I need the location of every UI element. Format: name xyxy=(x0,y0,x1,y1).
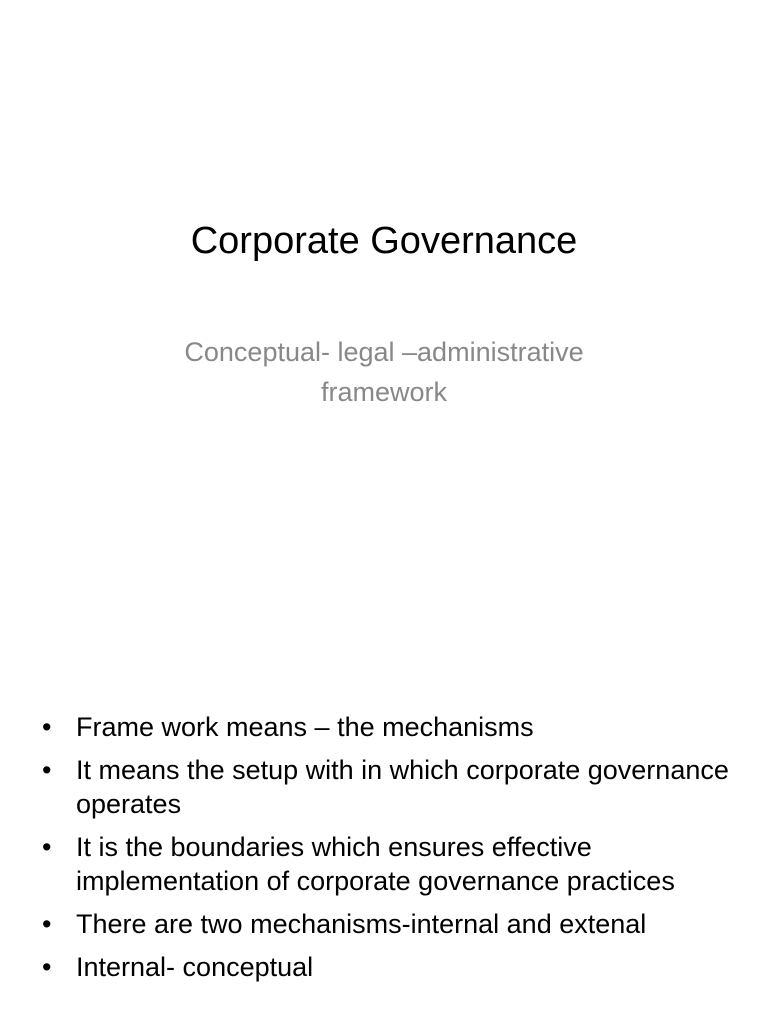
bullet-icon: • xyxy=(42,952,52,982)
bullet-text: Frame work means – the mechanisms xyxy=(76,712,534,742)
bullet-text: It means the setup with in which corporate governance operates xyxy=(76,755,729,819)
bullet-text: Internal- conceptual xyxy=(76,952,314,982)
subtitle-line: framework xyxy=(320,377,448,407)
bullet-icon: • xyxy=(42,755,52,785)
subtitle-line: Conceptual- legal –administrative xyxy=(184,337,584,367)
bullet-list xyxy=(42,710,742,993)
content-slide xyxy=(0,512,768,1024)
bullet-item xyxy=(42,830,742,898)
bullet-text: It is the boundaries which ensures effective implementation of corporate governance practices xyxy=(76,832,675,896)
bullet-icon: • xyxy=(42,909,52,939)
bullet-item xyxy=(42,907,742,941)
slide-title: Corporate Governance xyxy=(190,220,578,262)
bullet-icon: • xyxy=(42,712,52,742)
bullet-text: There are two mechanisms-internal and extenal xyxy=(76,909,647,939)
bullet-icon: • xyxy=(42,832,52,862)
slide-subtitle xyxy=(100,332,668,412)
bullet-item xyxy=(42,710,742,744)
bullet-item xyxy=(42,950,742,984)
bullet-item xyxy=(42,753,742,821)
